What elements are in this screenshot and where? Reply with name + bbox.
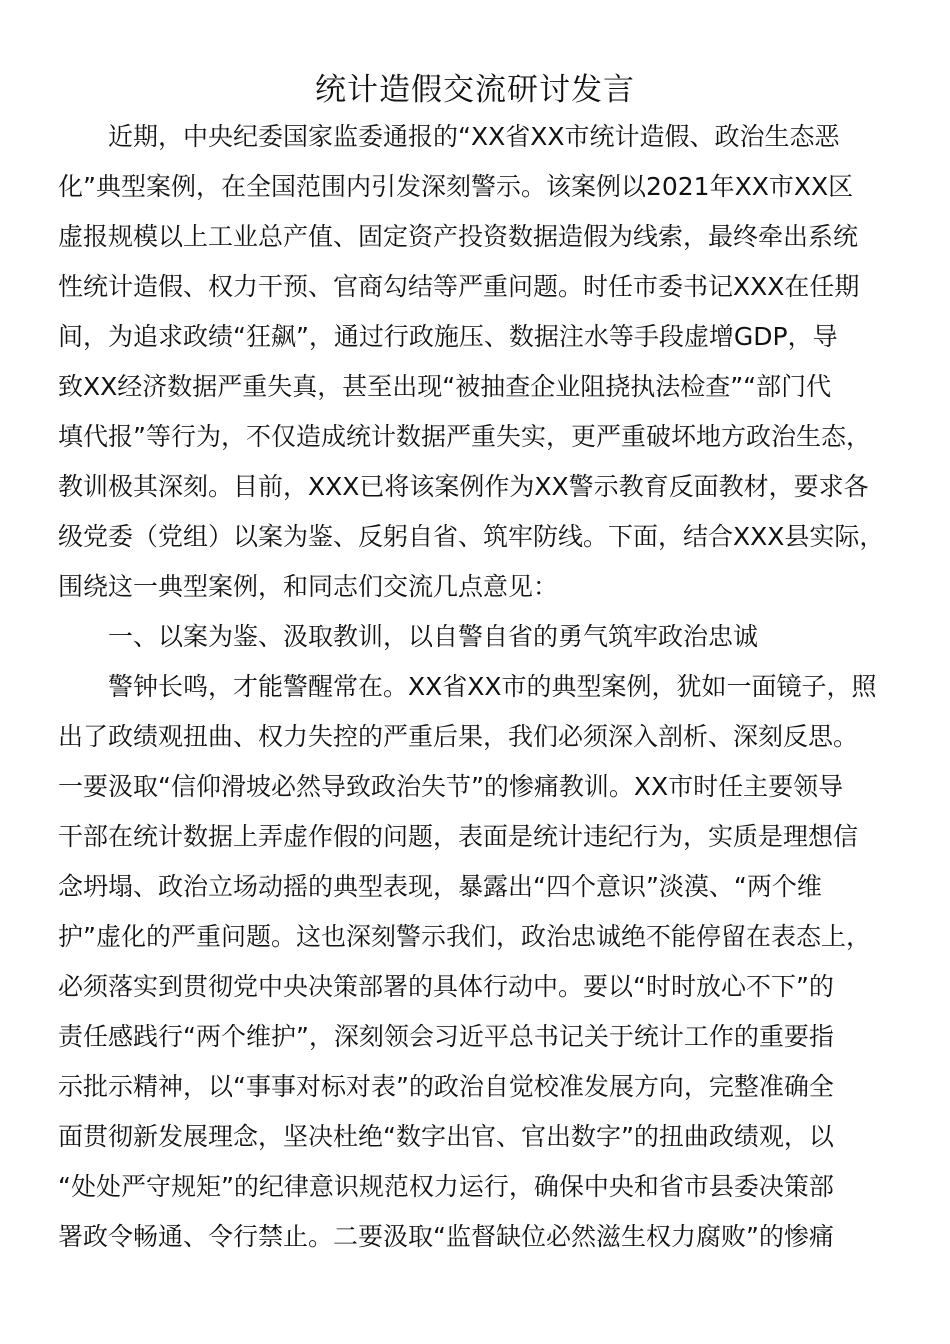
document-title: 统计造假交流研讨发言	[315, 72, 635, 108]
paragraph-line: 围绕这一典型案例，和同志们交流几点意见：	[58, 572, 559, 601]
paragraph-line: 出了政绩观扭曲、权力失控的严重后果，我们必须深入剖析、深刻反思。	[58, 722, 859, 751]
paragraph-line: 署政令畅通、令行禁止。二要汲取“监督缺位必然滋生权力腐败”的惨痛	[58, 1222, 834, 1251]
paragraph-line: 示批示精神，以“事事对标对表”的政治自觉校准发展方向，完整准确全	[58, 1072, 834, 1101]
section-heading: 一、以案为鉴、汲取教训，以自警自省的勇气筑牢政治忠诚	[108, 622, 759, 651]
paragraph-line: 责任感践行“两个维护”，深刻领会习近平总书记关于统计工作的重要指	[58, 1022, 834, 1051]
paragraph-line: 间，为追求政绩“狂飙”，通过行政施压、数据注水等手段虚增GDP，导	[58, 322, 838, 351]
paragraph-line: 必须落实到贯彻党中央决策部署的具体行动中。要以“时时放心不下”的	[58, 972, 834, 1001]
paragraph-line: 教训极其深刻。目前，XXX已将该案例作为XX警示教育反面教材，要求各	[58, 472, 869, 501]
paragraph-line: 级党委（党组）以案为鉴、反躬自省、筑牢防线。下面，结合XXX县实际，	[58, 522, 885, 551]
paragraph-line: 念坍塌、政治立场动摇的典型表现，暴露出“四个意识”淡漠、“两个维	[58, 872, 822, 901]
paragraph-line: 干部在统计数据上弄虚作假的问题，表面是统计违纪行为，实质是理想信	[58, 822, 859, 851]
paragraph-line: 填代报”等行为，不仅造成统计数据严重失实，更严重破坏地方政治生态，	[58, 422, 871, 451]
paragraph-line: 面贯彻新发展理念，坚决杜绝“数字出官、官出数字”的扭曲政绩观，以	[58, 1122, 834, 1151]
paragraph-line: 护”虚化的严重问题。这也深刻警示我们，政治忠诚绝不能停留在表态上，	[58, 922, 871, 951]
paragraph-line: 致XX经济数据严重失真，甚至出现“被抽查企业阻挠执法检查”“部门代	[58, 372, 832, 401]
paragraph-line: 一要汲取“信仰滑坡必然导致政治失节”的惨痛教训。XX市时任主要领导	[58, 772, 844, 801]
paragraph-line: 性统计造假、权力干预、官商勾结等严重问题。时任市委书记XXX在任期	[58, 272, 860, 301]
paragraph-line: 警钟长鸣，才能警醒常在。XX省XX市的典型案例，犹如一面镜子，照	[108, 672, 877, 701]
paragraph-line: “处处严守规矩”的纪律意识规范权力运行，确保中央和省市县委决策部	[58, 1172, 834, 1201]
paragraph-line: 虚报规模以上工业总产值、固定资产投资数据造假为线索，最终牵出系统	[58, 222, 859, 251]
paragraph-line: 化”典型案例，在全国范围内引发深刻警示。该案例以2021年XX市XX区	[58, 172, 854, 201]
paragraph-line: 近期，中央纪委国家监委通报的“XX省XX市统计造假、政治生态恶	[108, 122, 840, 151]
